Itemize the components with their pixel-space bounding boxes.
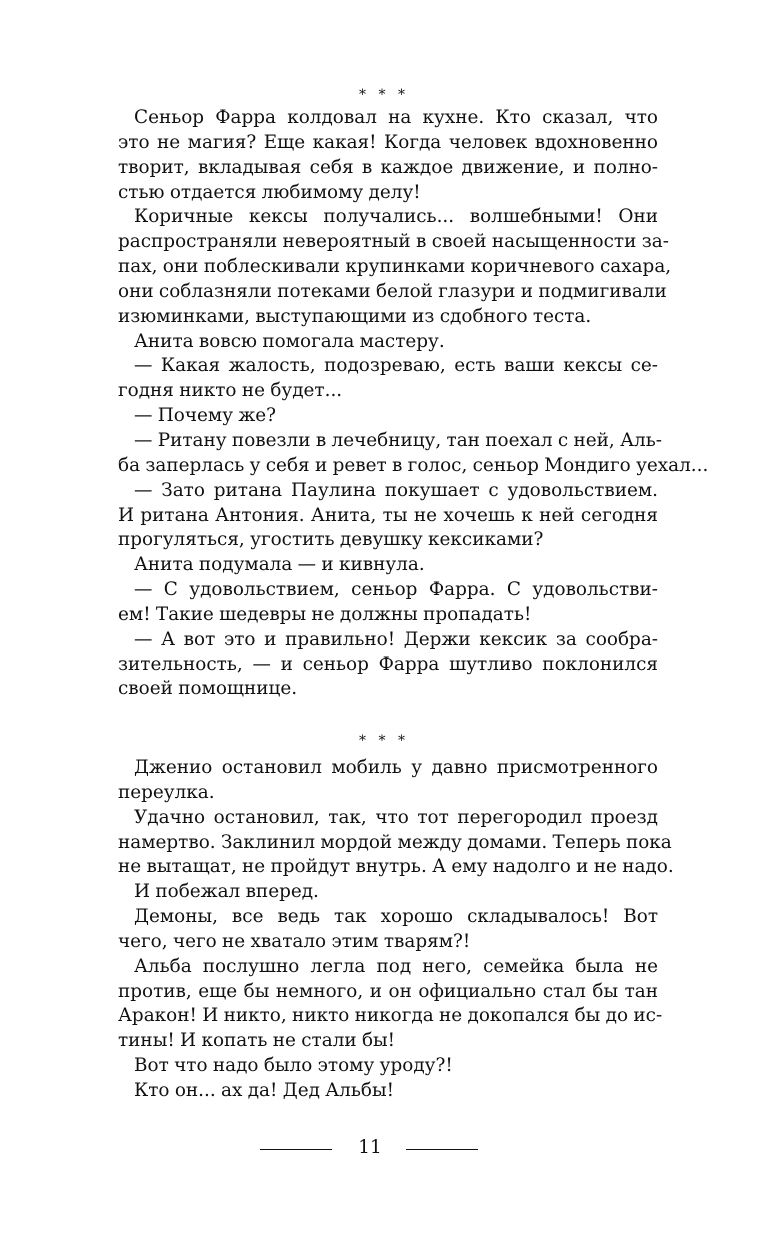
section-separator: * * *	[359, 733, 409, 749]
text-line: Анита подумала — и кивнула.	[134, 554, 425, 576]
text-line: — Почему же?	[134, 405, 277, 427]
text-line: творит, вкладывая себя в каждое движение, и полно-	[118, 156, 658, 178]
text-line: — С удовольствием, сеньор Фарра. С удовольстви-	[134, 579, 658, 601]
text-line: не вытащат, не пройдут внутрь. А ему надолго и не надо.	[118, 856, 674, 878]
text-line: зительность, — и сеньор Фарра шутливо поклонился	[118, 653, 658, 675]
text-line: против, еще бы немного, и он официально стал бы тан	[118, 980, 658, 1002]
text-line: ба заперлась у себя и ревет в голос, сеньор Мондиго уехал...	[118, 454, 709, 476]
text-line: — Ритану повезли в лечебницу, тан поехал с ней, Аль-	[134, 429, 662, 451]
text-line: Анита вовсю помогала мастеру.	[134, 330, 445, 352]
text-line: — Какая жалость, подозреваю, есть ваши кексы се-	[134, 355, 658, 377]
text-line: — А вот это и правильно! Держи кексик за сообра-	[134, 628, 658, 650]
footer-rule-right	[406, 1149, 478, 1150]
text-line: стью отдается любимому делу!	[118, 181, 421, 203]
text-line: Коричные кексы получались... волшебными! Они	[134, 206, 658, 228]
text-line: пах, они поблескивали крупинками коричневого сахара,	[118, 256, 672, 278]
text-line: годня никто не будет...	[118, 380, 343, 402]
text-line: — Зато ритана Паулина покушает с удовольствием.	[134, 479, 658, 501]
text-line: Альба послушно легла под него, семейка была не	[134, 955, 658, 977]
text-line: распространяли невероятный в своей насыщенности за-	[118, 231, 669, 253]
text-line: Демоны, все ведь так хорошо складывалось! Вот	[134, 906, 658, 928]
text-line: своей помощнице.	[118, 678, 298, 700]
text-line: И ритана Антония. Анита, ты не хочешь к ней сегодня	[118, 504, 658, 526]
text-line: И побежал вперед.	[134, 881, 319, 903]
text-line: Кто он... ах да! Дед Альбы!	[134, 1079, 394, 1101]
page-number: 11	[358, 1137, 382, 1158]
text-line: намертво. Заклинил мордой между домами. Теперь пока	[118, 831, 672, 853]
text-line: чего, чего не хватало этим тварям?!	[118, 930, 471, 952]
text-line: прогуляться, угостить девушку кексиками?	[118, 529, 544, 551]
text-line: изюминками, выступающими из сдобного теста.	[118, 305, 592, 327]
text-line: ем! Такие шедевры не должны пропадать!	[118, 603, 532, 625]
text-line: это не магия? Еще какая! Когда человек вдохновенно	[118, 131, 658, 153]
section-separator: * * *	[359, 87, 409, 103]
text-section-1	[118, 106, 709, 702]
text-line: они соблазняли потеками белой глазури и подмигивали	[118, 280, 667, 302]
footer-rule-left	[260, 1149, 332, 1150]
text-section-2	[118, 756, 674, 1104]
text-line: Аракон! И никто, никто никогда не докопался бы до ис-	[118, 1005, 663, 1027]
text-line: тины! И копать не стали бы!	[118, 1030, 396, 1052]
text-line: Удачно остановил, так, что тот перегородил проезд	[134, 806, 658, 828]
text-line: Вот что надо было этому уроду?!	[134, 1055, 453, 1077]
text-line: Дженио остановил мобиль у давно присмотренного	[134, 757, 658, 778]
text-line: переулка.	[118, 781, 215, 803]
page-footer	[0, 1136, 768, 1160]
text-line: Сеньор Фарра колдовал на кухне. Кто сказал, что	[134, 107, 658, 128]
